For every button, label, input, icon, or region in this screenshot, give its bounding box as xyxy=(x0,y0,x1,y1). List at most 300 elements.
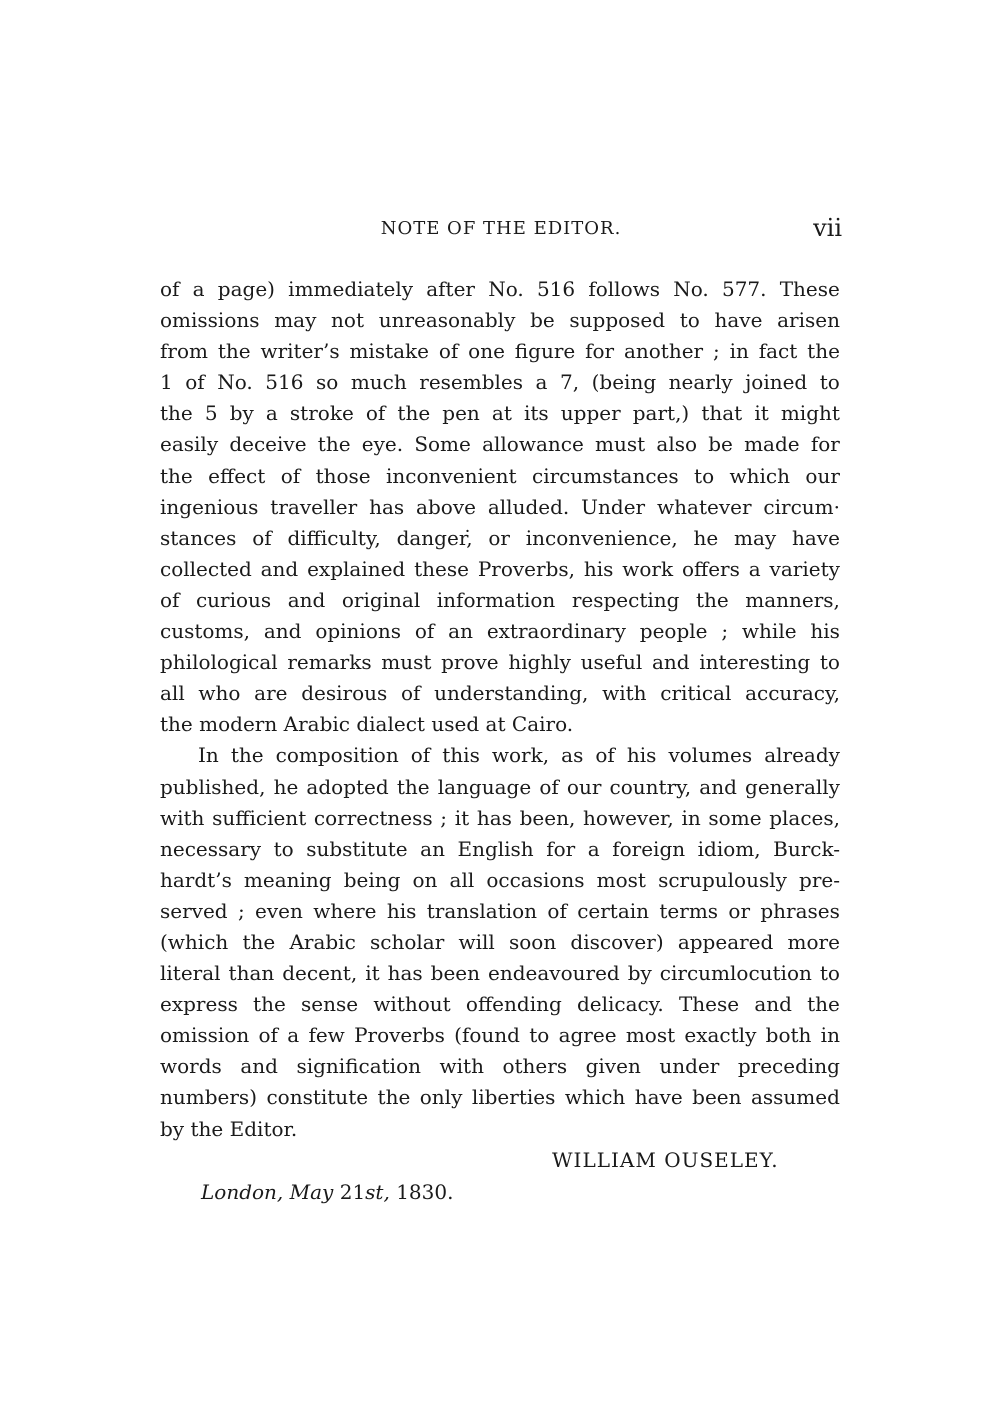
word: allowance xyxy=(482,432,584,457)
word: 7, xyxy=(560,370,580,395)
text-line xyxy=(160,429,840,460)
word: curious xyxy=(195,587,272,612)
word: have xyxy=(791,525,840,550)
running-title: NOTE OF THE EDITOR. xyxy=(380,218,622,239)
word: hardt’s xyxy=(160,867,232,892)
word: deceive xyxy=(229,432,307,457)
word: (being xyxy=(591,370,657,395)
text-line xyxy=(160,523,840,554)
word: to xyxy=(819,650,840,675)
word: assumed xyxy=(750,1085,840,1110)
word: made xyxy=(744,432,800,457)
word: original xyxy=(341,587,421,612)
word: he xyxy=(693,525,719,550)
word: accuracy, xyxy=(745,681,840,706)
word: the xyxy=(695,587,729,612)
word: immediately xyxy=(288,277,414,301)
dateline-place: London, xyxy=(201,1180,284,1204)
text-line xyxy=(160,865,840,896)
word: our xyxy=(805,463,840,488)
word: (found xyxy=(454,1023,520,1048)
word: appeared xyxy=(677,929,774,954)
word: with xyxy=(160,805,205,830)
word: liberties xyxy=(471,1085,556,1110)
word: fact xyxy=(758,339,798,364)
word: used xyxy=(431,712,480,737)
word: interesting xyxy=(699,650,811,675)
page-number: vii xyxy=(813,214,842,242)
word: his xyxy=(386,898,417,923)
word: sense xyxy=(301,992,359,1017)
word: whatever xyxy=(657,494,752,519)
word: scholar xyxy=(369,929,445,954)
word: of xyxy=(400,681,421,706)
word: those xyxy=(315,463,371,488)
dateline xyxy=(201,1180,453,1204)
word: These xyxy=(779,277,840,301)
word: foreign xyxy=(612,836,686,861)
word: Editor. xyxy=(229,1116,298,1141)
word: of xyxy=(438,339,459,364)
word: and xyxy=(240,1054,278,1079)
text-line xyxy=(160,772,840,803)
text-line xyxy=(160,398,840,429)
word: preceding xyxy=(737,1054,840,1079)
word: the xyxy=(217,339,251,364)
running-head xyxy=(160,214,842,244)
word: literal xyxy=(160,961,221,986)
word: the xyxy=(377,1085,411,1110)
word: ; xyxy=(440,805,448,830)
word: of xyxy=(547,898,567,923)
word: by xyxy=(627,961,652,986)
word: offending xyxy=(465,992,562,1017)
text-line xyxy=(160,834,840,865)
word: ; xyxy=(712,339,720,364)
word: on xyxy=(412,867,438,892)
word: the xyxy=(396,774,430,799)
text-line xyxy=(160,554,840,585)
word: variety xyxy=(769,556,840,581)
word: occasions xyxy=(486,867,585,892)
word: work, xyxy=(491,743,550,768)
dateline-day-number: 21 xyxy=(339,1180,366,1204)
word: of xyxy=(258,1023,278,1048)
word: information xyxy=(436,587,556,612)
word: traveller xyxy=(270,494,358,519)
word: delicacy. xyxy=(576,992,664,1017)
word: of xyxy=(410,743,431,768)
word: or xyxy=(488,525,510,550)
word: with xyxy=(602,681,647,706)
word: its xyxy=(523,401,549,426)
word: by xyxy=(229,401,254,426)
word: necessary xyxy=(160,836,262,861)
word: in xyxy=(681,805,701,830)
word: of xyxy=(185,370,205,395)
word: his xyxy=(583,556,614,581)
word: only xyxy=(419,1085,463,1110)
word: the xyxy=(230,743,264,768)
word: phrases xyxy=(760,898,840,923)
word: understanding, xyxy=(434,681,589,706)
word: so xyxy=(315,370,339,395)
dateline-year: 1830. xyxy=(396,1180,454,1204)
text-line xyxy=(160,989,840,1020)
word: others xyxy=(502,1054,568,1079)
word: figure xyxy=(514,339,576,364)
word: a xyxy=(265,401,278,426)
text-line xyxy=(160,958,840,989)
word: an xyxy=(448,619,473,644)
word: published, xyxy=(160,774,266,799)
word: after xyxy=(426,277,475,301)
word: to xyxy=(819,370,840,395)
word: and xyxy=(754,992,792,1017)
word: been, xyxy=(519,805,576,830)
word: inconvenient xyxy=(386,463,517,488)
word: most xyxy=(596,867,646,892)
word: Cairo. xyxy=(511,712,574,737)
text-line xyxy=(160,585,840,616)
text-line xyxy=(160,896,840,927)
word: No. xyxy=(217,370,253,395)
word: as xyxy=(561,743,584,768)
word: in xyxy=(729,339,749,364)
word: one xyxy=(468,339,505,364)
text-line xyxy=(160,709,840,740)
word: to xyxy=(529,1023,550,1048)
word: express xyxy=(160,992,238,1017)
word: of xyxy=(595,743,615,768)
word: extraordinary xyxy=(486,619,626,644)
word: useful xyxy=(580,650,643,675)
word: that xyxy=(701,401,743,426)
word: are xyxy=(254,681,288,706)
text-line xyxy=(160,740,840,771)
word: may xyxy=(274,308,317,333)
word: prove xyxy=(441,650,499,675)
word: has xyxy=(369,494,405,519)
word: terms xyxy=(659,898,719,923)
word: been xyxy=(430,961,481,986)
text-line xyxy=(160,1114,840,1145)
word: ; xyxy=(237,898,245,923)
text-line xyxy=(160,803,840,834)
word: translation xyxy=(426,898,538,923)
word: mistake xyxy=(349,339,429,364)
word: idiom, xyxy=(697,836,761,861)
word: the xyxy=(317,432,351,457)
word: decent, xyxy=(282,961,358,986)
word: and xyxy=(263,619,302,644)
text-line xyxy=(160,927,840,958)
text-line xyxy=(160,305,840,336)
word: endeavoured xyxy=(488,961,620,986)
word: dialect xyxy=(356,712,425,737)
word: from xyxy=(160,339,208,364)
word: (which xyxy=(160,929,229,954)
word: customs, xyxy=(160,619,251,644)
word: writer’s xyxy=(260,339,340,364)
word: a xyxy=(535,370,548,395)
word: 5 xyxy=(204,401,218,426)
word: all xyxy=(160,681,185,706)
word: remarks xyxy=(287,650,372,675)
word: numbers) xyxy=(160,1085,257,1110)
word: have xyxy=(714,308,763,333)
word: circum· xyxy=(763,494,840,519)
word: served xyxy=(160,898,228,923)
word: be xyxy=(708,432,733,457)
word: upper xyxy=(560,401,621,426)
word: correctness xyxy=(313,805,433,830)
word: 577. xyxy=(721,277,767,301)
word: been xyxy=(692,1085,742,1110)
word: the xyxy=(397,401,431,426)
word: a xyxy=(748,556,761,581)
word: inconvenience, xyxy=(525,525,678,550)
word: may xyxy=(734,525,777,550)
text-line xyxy=(160,367,840,398)
word: 1 xyxy=(160,370,173,395)
word: volumes xyxy=(668,743,753,768)
word: Arabic xyxy=(289,929,356,954)
text-line xyxy=(160,616,840,647)
word: or xyxy=(728,898,751,923)
word: difficulty, xyxy=(287,525,381,550)
word: scrupulously xyxy=(658,867,787,892)
word: signification xyxy=(296,1054,421,1079)
word: more xyxy=(787,929,840,954)
text-line xyxy=(160,647,840,678)
word: a xyxy=(587,836,600,861)
word: follows xyxy=(588,277,661,301)
word: part,) xyxy=(632,401,690,426)
word: the xyxy=(160,463,193,488)
word: alluded. xyxy=(487,494,570,519)
word: both xyxy=(765,1023,812,1048)
word: page) xyxy=(217,277,275,301)
word: omissions xyxy=(160,308,260,333)
word: opinions xyxy=(315,619,402,644)
word: the xyxy=(242,929,276,954)
word: meaning xyxy=(243,867,332,892)
word: generally xyxy=(745,774,840,799)
word: ; xyxy=(721,619,729,644)
word: stroke xyxy=(289,401,354,426)
word: substitute xyxy=(306,836,408,861)
text-line xyxy=(160,678,840,709)
word: most xyxy=(625,1023,676,1048)
text-line xyxy=(160,1020,840,1051)
word: all xyxy=(449,867,475,892)
word: and xyxy=(287,587,326,612)
word: easily xyxy=(160,432,219,457)
word: our xyxy=(566,774,602,799)
word: 516 xyxy=(265,370,304,395)
word: 516 xyxy=(536,277,576,301)
word: critical xyxy=(660,681,732,706)
word: omission xyxy=(160,1023,250,1048)
word: people xyxy=(639,619,708,644)
dateline-month: May xyxy=(289,1180,334,1204)
word: country, xyxy=(609,774,692,799)
word: unreasonably xyxy=(378,308,516,333)
word: much xyxy=(350,370,407,395)
word: the xyxy=(160,712,193,737)
word: his xyxy=(810,619,840,644)
text-line xyxy=(160,1051,840,1082)
word: Arabic xyxy=(283,712,350,737)
word: these xyxy=(414,556,469,581)
word: the xyxy=(807,992,840,1017)
word: who xyxy=(198,681,241,706)
word: to xyxy=(273,836,294,861)
word: has xyxy=(476,805,512,830)
word: collected xyxy=(160,556,252,581)
word: another xyxy=(623,339,704,364)
word: of xyxy=(414,619,435,644)
word: joined xyxy=(745,370,808,395)
word: not xyxy=(331,308,365,333)
word: with xyxy=(439,1054,484,1079)
word: adopted xyxy=(306,774,389,799)
word: a xyxy=(192,277,205,301)
word: These xyxy=(678,992,740,1017)
word: ingenious xyxy=(160,494,259,519)
word: where xyxy=(313,898,377,923)
word: Under xyxy=(581,494,646,519)
word: highly xyxy=(508,650,571,675)
word: in xyxy=(820,1023,840,1048)
word: for xyxy=(810,432,840,457)
word: of xyxy=(160,277,180,301)
word: the xyxy=(253,992,286,1017)
dateline-day xyxy=(340,1180,390,1204)
word: explained xyxy=(307,556,406,581)
word: arisen xyxy=(777,308,840,333)
word: for xyxy=(546,836,576,861)
word: modern xyxy=(199,712,278,737)
word: at xyxy=(485,712,506,737)
word: No. xyxy=(488,277,524,301)
word: this xyxy=(442,743,480,768)
word: Some xyxy=(414,432,471,457)
word: eye. xyxy=(361,432,404,457)
word: certain xyxy=(577,898,650,923)
word: discover) xyxy=(570,929,664,954)
word: the xyxy=(807,339,840,364)
word: given xyxy=(585,1054,641,1079)
word: must xyxy=(381,650,432,675)
word: also xyxy=(656,432,698,457)
word: English xyxy=(457,836,534,861)
text-line xyxy=(160,336,840,367)
word: under xyxy=(659,1054,720,1079)
word: of xyxy=(539,774,559,799)
word: by xyxy=(160,1116,185,1141)
word: which xyxy=(564,1085,626,1110)
text-line xyxy=(160,1082,840,1113)
word: nearly xyxy=(668,370,733,395)
word: and xyxy=(260,556,299,581)
word: and xyxy=(651,650,690,675)
word: will xyxy=(458,929,495,954)
word: circumlocution xyxy=(659,961,812,986)
word: pen xyxy=(442,401,480,426)
word: the xyxy=(190,1116,224,1141)
text-line xyxy=(160,274,840,305)
word: than xyxy=(228,961,275,986)
word: danger,̇ xyxy=(396,525,473,550)
word: it xyxy=(754,401,769,426)
word: which xyxy=(729,463,791,488)
word: while xyxy=(741,619,797,644)
word: and xyxy=(699,774,737,799)
word: to xyxy=(679,308,700,333)
word: it xyxy=(365,961,380,986)
word: he xyxy=(273,774,299,799)
word: stances xyxy=(160,525,237,550)
word: some xyxy=(708,805,762,830)
word: however, xyxy=(583,805,674,830)
word: work xyxy=(622,556,674,581)
word: words xyxy=(160,1054,222,1079)
word: be xyxy=(530,308,555,333)
word: of xyxy=(160,587,180,612)
word: Proverbs xyxy=(354,1023,445,1048)
body-text xyxy=(160,274,840,1145)
word: of xyxy=(252,525,272,550)
word: must xyxy=(595,432,646,457)
word: philological xyxy=(160,650,278,675)
word: resembles xyxy=(419,370,524,395)
signature: WILLIAM OUSELEY. xyxy=(552,1148,779,1172)
word: of xyxy=(280,463,301,488)
word: soon xyxy=(508,929,557,954)
word: an xyxy=(420,836,445,861)
text-line xyxy=(160,461,840,492)
dateline-day-suffix: st, xyxy=(365,1180,390,1204)
word: No. xyxy=(673,277,709,301)
word: has xyxy=(387,961,423,986)
word: manners, xyxy=(745,587,840,612)
word: constitute xyxy=(266,1085,369,1110)
text-line xyxy=(160,492,840,523)
word: to xyxy=(819,961,840,986)
word: might xyxy=(780,401,840,426)
word: a xyxy=(287,1023,300,1048)
word: at xyxy=(491,401,512,426)
word: being xyxy=(343,867,401,892)
word: exactly xyxy=(684,1023,757,1048)
word: respecting xyxy=(571,587,680,612)
word: circumstances xyxy=(532,463,679,488)
word: Burck- xyxy=(773,836,840,861)
word: his xyxy=(626,743,657,768)
word: sufficient xyxy=(212,805,307,830)
word: even xyxy=(255,898,303,923)
word: pre- xyxy=(799,867,840,892)
word: In xyxy=(198,743,219,768)
word: offers xyxy=(681,556,740,581)
word: for xyxy=(585,339,615,364)
word: without xyxy=(373,992,451,1017)
word: already xyxy=(764,743,840,768)
word: above xyxy=(416,494,476,519)
word: composition xyxy=(275,743,399,768)
